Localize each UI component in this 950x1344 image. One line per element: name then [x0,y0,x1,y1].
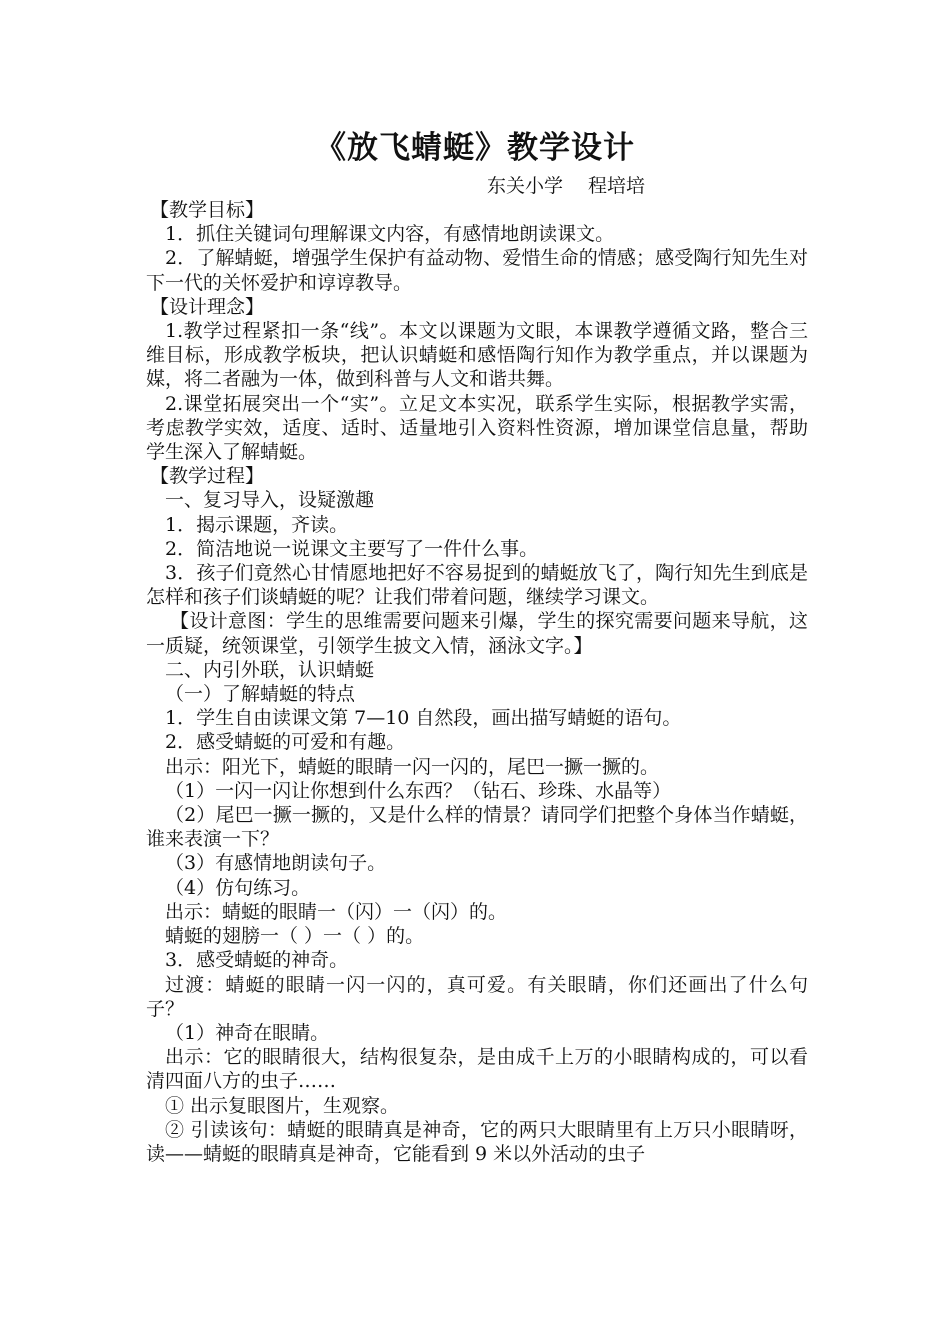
paragraph: （2）尾巴一撅一撅的，又是什么样的情景？请同学们把整个身体当作蜻蜓，谁来表演一下？ [146,804,808,851]
paragraph: 过渡：蜻蜓的眼睛一闪一闪的，真可爱。有关眼睛，你们还画出了什么句子？ [146,973,808,1020]
paragraph: （一）了解蜻蜓的特点 [165,683,356,706]
paragraph: （4）仿句练习。 [165,876,311,899]
paragraph: 2.课堂拓展突出一个“实”。立足文本实况，联系学生实际，根据教学实需，考虑教学实效，适度、适时、适量地引入资料性资源，增加课堂信息量，帮助学生深入了解蜻蜓。 [146,392,808,464]
paragraph: 3．感受蜻蜓的神奇。 [165,949,349,972]
paragraph: （3）有感情地朗读句子。 [165,852,387,875]
paragraph: 二、内引外联，认识蜻蜓 [165,658,375,681]
paragraph: 2．简洁地说一说课文主要写了一件什么事。 [165,537,539,560]
paragraph: 一、复习导入，设疑激趣 [165,489,375,512]
author-line: 东关小学 程培培 [487,175,646,197]
paragraph: （1）神奇在眼睛。 [165,1021,330,1044]
section-heading: 【设计理念】 [150,295,265,318]
paragraph: 1．抓住关键词句理解课文内容，有感情地朗读课文。 [165,223,615,246]
paragraph: 出示：蜻蜓的眼睛一（闪）一（闪）的。 [165,900,508,923]
paragraph: 3．孩子们竟然心甘情愿地把好不容易捉到的蜻蜓放飞了，陶行知先生到底是怎样和孩子们谈蜻蜓的呢？让我们带着问题，继续学习课文。 [146,562,808,609]
paragraph: 1．揭示课题，齐读。 [165,513,349,536]
document-title: 《放飞蜻蜓》教学设计 [315,130,635,166]
paragraph: （1）一闪一闪让你想到什么东西？（钻石、珍珠、水晶等） [165,779,672,802]
paragraph: 出示：它的眼睛很大，结构很复杂，是由成千上万的小眼睛构成的，可以看清四面八方的虫子…… [146,1046,808,1093]
paragraph: 1．学生自由读课文第 7—10 自然段，画出描写蜻蜓的语句。 [165,707,682,730]
paragraph: 2．感受蜻蜓的可爱和有趣。 [165,731,406,754]
paragraph: 出示：阳光下，蜻蜓的眼睛一闪一闪的，尾巴一撅一撅的。 [165,755,660,778]
paragraph: 2．了解蜻蜓，增强学生保护有益动物、爱惜生命的情感；感受陶行知先生对下一代的关怀爱护和谆谆教导。 [146,247,808,294]
section-heading: 【教学过程】 [150,465,265,488]
paragraph: ① 出示复眼图片，生观察。 [165,1094,400,1117]
paragraph: 1.教学过程紧扣一条“线”。本文以课题为文眼，本课教学遵循文路，整合三维目标，形成教学板块，把认识蜻蜓和感悟陶行知作为教学重点，并以课题为媒，将二者融为一体，做到科普与人文和谐共舞。 [146,320,808,391]
paragraph: 蜻蜓的翅膀一（ ）一（ ）的。 [165,925,425,948]
paragraph: 【设计意图：学生的思维需要问题来引爆，学生的探究需要问题来导航，这一质疑，统领课堂，引领学生披文入情，涵泳文字。】 [146,610,808,657]
document-body [146,198,808,1166]
paragraph: ② 引读该句：蜻蜓的眼睛真是神奇，它的两只大眼睛里有上万只小眼睛呀，读——蜻蜓的眼睛真是神奇，它能看到 9 米以外活动的虫子 [146,1118,808,1165]
section-heading: 【教学目标】 [150,199,265,221]
